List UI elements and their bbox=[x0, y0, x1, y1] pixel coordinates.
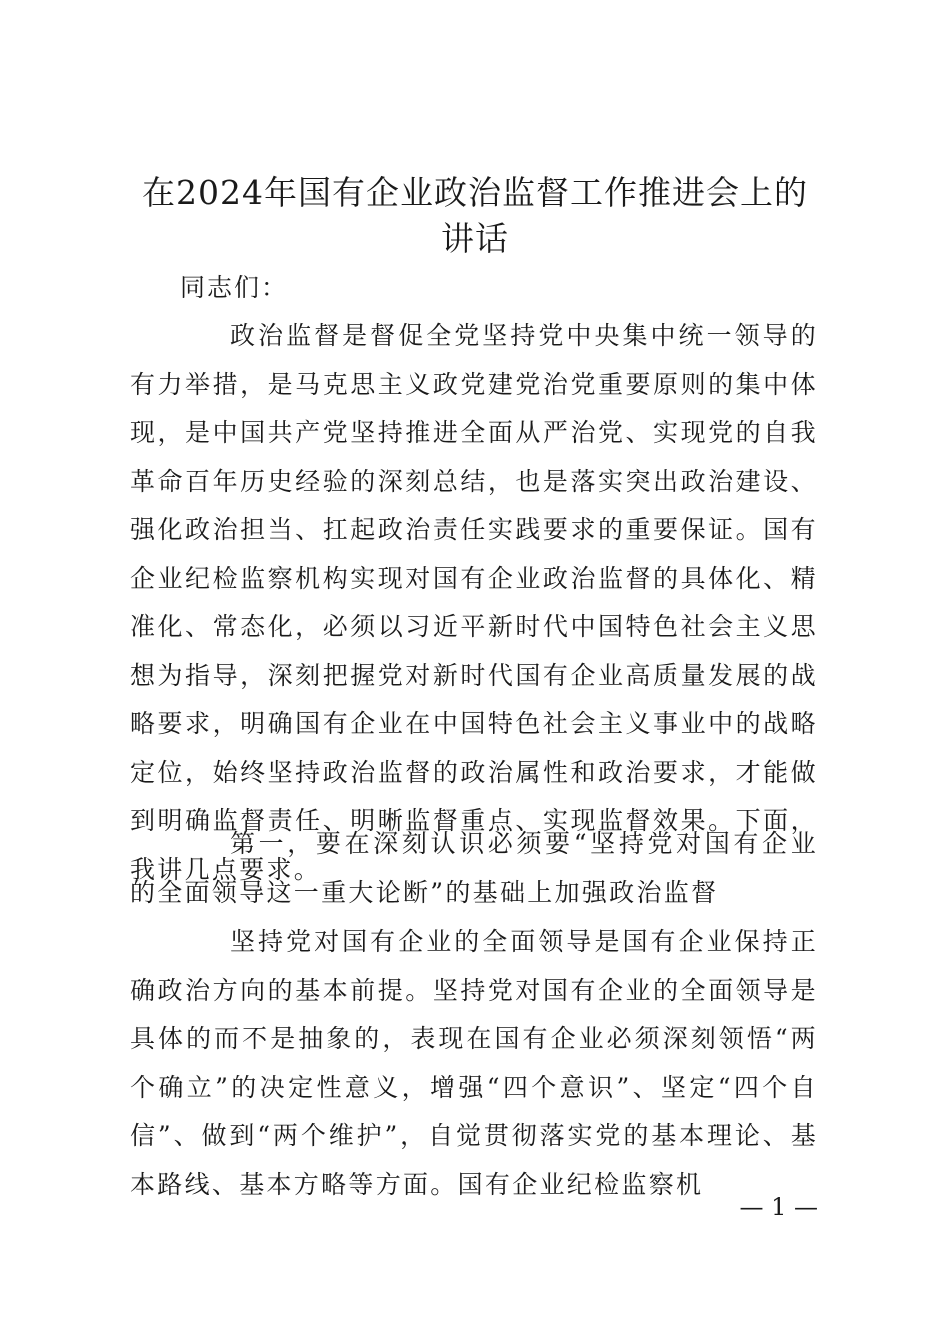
page-number: — 1 — bbox=[739, 1193, 818, 1221]
paragraph-intro: 政治监督是督促全党坚持党中央集中统一领导的有力举措，是马克思主义政党建党治党重要原则的集中体现，是中国共产党坚持推进全面从严治党、实现党的自我革命百年历史经验的深刻总结，也是落实突出政治建设、强化政治担当、扛起政治责任实践要求的重要保证。国有企业纪检监察机构实现对国有企业政治监督的具体化、精准化、常态化，必须以习近平新时代中国特色社会主义思想为指导，深刻把握党对新时代国有企业高质量发展的战略要求，明确国有企业在中国特色社会主义事业中的战略定位，始终坚持政治监督的政治属性和政治要求，才能做到明确监督责任、明晰监督重点、实现监督效果。下面，我讲几点要求。 bbox=[130, 321, 818, 884]
document-title-line2: 讲话 bbox=[441, 219, 509, 258]
section-heading-first: 第一，要在深刻认识必须要“坚持党对国有企业的全面领导这一重大论断”的基础上加强政治监督 bbox=[130, 829, 818, 907]
document-title-line1: 在2024年国有企业政治监督工作推进会上的 bbox=[142, 173, 808, 212]
paragraph-first-section: 坚持党对国有企业的全面领导是国有企业保持正确政治方向的基本前提。坚持党对国有企业的全面领导是具体的而不是抽象的，表现在国有企业必须深刻领悟“两个确立”的决定性意义，增强“四个意识”、坚定“四个自信”、做到“两个维护”，自觉贯彻落实党的基本理论、基本路线、基本方略等方面。国有企业纪检监察机 bbox=[130, 927, 818, 1199]
salutation: 同志们： bbox=[180, 273, 289, 302]
